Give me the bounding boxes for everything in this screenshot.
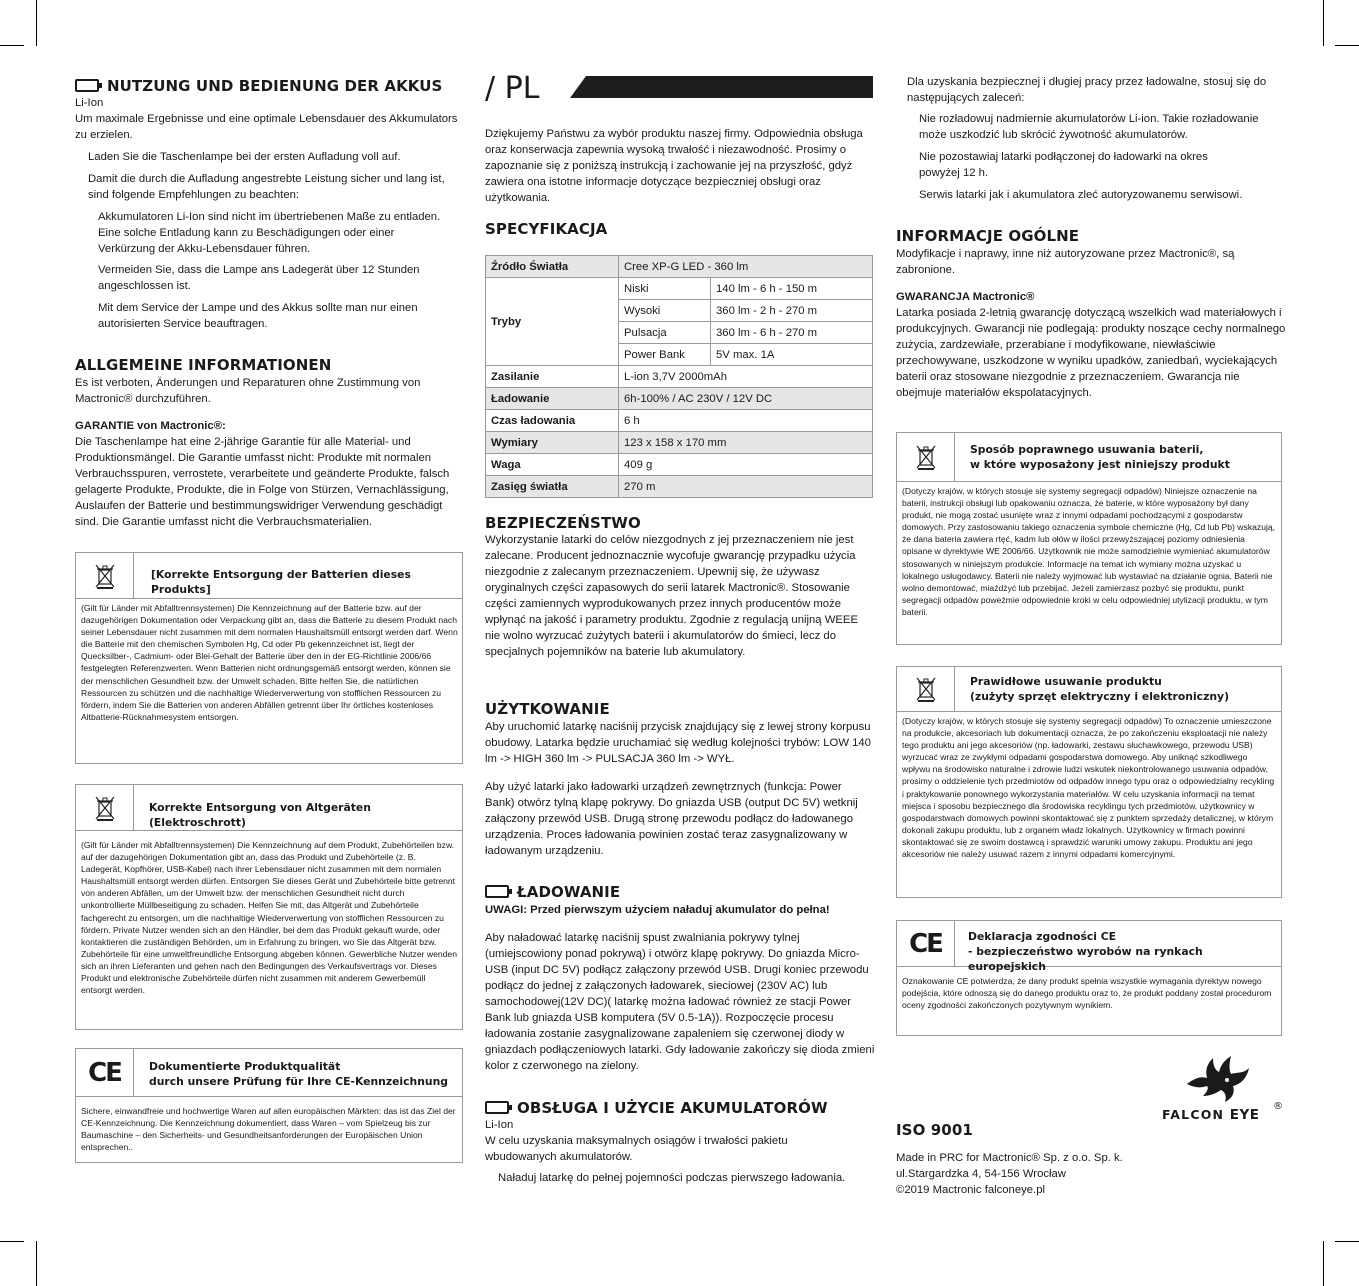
spec-value: 6h-100% / AC 230V / 12V DC [619, 388, 873, 410]
box-title: Deklaracja zgodności CE - bezpieczeństwo wyrobów na rynkach europejskich [968, 930, 1203, 973]
iso-label: ISO 9001 [896, 1121, 973, 1139]
pl-general-heading: INFORMACJE OGÓLNE [896, 227, 1080, 245]
de-akku-item: Akkumulatoren Li-Ion sind nicht im übertriebenen Maße zu entladen. Eine solche Entladung kann zu Beschädigungen oder einer Verkürzung der Akku-Lebensdauer führen. [98, 211, 441, 255]
de-akku-type: Li-Ion [75, 97, 104, 109]
spec-label: Tryby [486, 278, 619, 366]
de-ce-box [75, 1048, 463, 1163]
box-text: Oznakowanie CE potwierdza, że dany produkt spełnia wszystkie wymagania dyrektyw nowego podejścia, które odnoszą się do danego produktu oraz to, że produkt poddany został procedurom oceny zgodności zakończonych pozytywnym wynikiem. [902, 976, 1272, 1011]
pl-akku-heading: OBSŁUGA I UŻYCIE AKUMULATORÓW [485, 1099, 828, 1117]
spec-label: Źródło Światła [486, 256, 619, 278]
box-title: Prawidłowe usuwanie produktu (zużyty sprzęt elektryczny i elektroniczny) [970, 675, 1230, 703]
pl-charging-text: Aby naładować latarkę naciśnij spust zwalniania pokrywy tylnej (umiejscowiony ponad pokrywą) i otwórz klapę pokrywy. Do gniazda Micro-USB (input DC 5V) podłącz załączony przewód USB. Drugi koniec przewodu podłącz do jednej z załączonych ładowarek, sieciowej (230V AC) lub samochodowej(12V DC)( latarkę można ładować również ze stacji Power Bank lub gniazda USB komputera (5V 0.5-1A)). Rozpoczęcie procesu ładowania zostanie zasygnalizowane zapaleniem się czerwonej diody w gniazdach podłączeniowych latarki. Gdy ładowanie zakończy się dioda zmieni kolor z czerwonego na zielony. [485, 932, 875, 1072]
spec-label: Zasięg światła [486, 476, 619, 498]
de-battery-disposal-box [75, 552, 463, 764]
footer-line: ©2019 Mactronic falconeye.pl [896, 1184, 1045, 1196]
pl-general-text: Modyfikacje i naprawy, inne niż autoryzowane przez Mactronic®, są zabronione. [896, 248, 1235, 276]
box-title: Korrekte Entsorgung von Altgeräten (Elektroschrott) [149, 801, 371, 829]
table-row [486, 454, 873, 476]
pl-safety-heading: BEZPIECZEŃSTWO [485, 514, 641, 532]
de-akku-item: Damit die durch die Aufladung angestrebte Leistung sicher und lang ist, sind folgende Empfehlungen zu beachten: [88, 173, 445, 201]
battery-icon [75, 79, 99, 92]
pl-warranty-text: Latarka posiada 2-letnią gwarancję dotyczącą wszelkich wad materiałowych i produkcyjnych. Gwarancji nie podlegają: produkty noszące cechy normalnego zużycia, zardzewiałe, przerabiane i modyfikowane, niewłaściwie przechowywane, uszkodzone w wyniku upadków, zaniedbań, wyciekających baterii oraz stosowane niezgodnie z przeznaczeniem. Gwarancja nie obejmuje materiałów ekspolatacyjnych. [896, 307, 1286, 399]
spec-mode-value: 360 lm - 2 h - 270 m [711, 300, 873, 322]
spec-mode-value: 360 lm - 6 h - 270 m [711, 322, 873, 344]
crossed-bin-icon [897, 667, 955, 711]
de-weee-box [75, 784, 463, 1030]
de-akku-heading: NUTZUNG UND BEDIENUNG DER AKKUS [75, 77, 442, 95]
pl-charging-heading: ŁADOWANIE [485, 883, 620, 901]
box-title: [Korrekte Entsorgung der Batterien dieses Produkts] [151, 568, 411, 596]
battery-icon [485, 1101, 509, 1114]
spec-mode-name: Niski [619, 278, 711, 300]
falcon-logo-icon [1185, 1054, 1255, 1106]
pl-akku-cont-intro: Dla uzyskania bezpiecznej i długiej pracy przez ładowalne, stosuj się do następujących zaleceń: [907, 76, 1267, 104]
spec-mode-value: 140 lm - 6 h - 150 m [711, 278, 873, 300]
de-general-heading: ALLGEMEINE INFORMATIONEN [75, 356, 332, 374]
pl-akku-item: Nie rozładowuj nadmiernie akumulatorów Li-ion. Takie rozładowanie może uszkodzić lub skrócić żywotność akumulatorów. [919, 113, 1259, 141]
pl-title-bar [570, 76, 873, 98]
table-row [486, 388, 873, 410]
pl-language-title: / PL [485, 71, 540, 106]
box-text: (Dotyczy krajów, w których stosuje się systemy segregacji odpadów) To oznaczenie umieszczone na produkcie, akcesoriach lub dokumentacji oznacza, że po zakończeniu eksploatacji nie należy tego produktu ani jego akcesoriów (np. ładowarki, zestawu słuchawkowego, przewodu USB) wyrzucać wraz ze zwykłymi odpadami gospodarstwa domowego. Aby uniknąć szkodliwego wpływu na środowisko naturalne i zdrowie ludzi wskutek niekontrolowanego usuwania odpadów, prosimy o oddzielenie tych przedmiotów od odpadów innego typu oraz o odpowiedzialny recykling i praktykowanie ponownego wykorzystania materiałów. W celu uzyskania informacji na temat miejsca i sposobu bezpiecznego dla środowiska recyklingu tych przedmiotów, użytkownicy w gospodarstwach domowych powinni skontaktować się z punktem sprzedaży detalicznej, w którym dokonali zakupu produktu, lub z organem władz lokalnych. Użytkownicy w firmach powinni skontaktować się ze swoim dostawcą i sprawdzić warunki umowy zakupu. Produktu ani jego akcesoriów nie należy usuwać razem z innymi odpadami komercyjnymi. [902, 716, 1275, 860]
table-row [486, 366, 873, 388]
box-text: (Gilt für Länder mit Abfalltrennsystemen) Die Kennzeichnung auf der Batterie bzw. auf der dazugehörigen Dokumentation oder Verpackung gibt an, dass die Batterie zu diesem Produkt nach seiner Lebensdauer nicht zusammen mit dem normalen Haushaltsmüll entsorgt werden darf. Wenn die Batterie mit den chemischen Symbolen Hg, Cd oder Pb gekennzeichnet ist, liegt der Quecksilber-, Cadmium- oder Blei-Gehalt der Batterie über den in der EG-Richtlinie 2006/66 festgelegten Referenzwerten. Wenn Batterien nicht ordnungsgemäß entsorgt werden, können sie der menschlichen Gesundheit bzw. der Umwelt schaden. Bitte helfen Sie, die natürlichen Ressourcen zu schützen und die nachhaltige Wiederverwertung von stofflichen Ressourcen zu fördern, indem Sie die Batterien von anderen Abfällen getrennt über Ihr örtliches kostenloses Altbatterie-Rücknahmesystem entsorgen. [81, 603, 458, 722]
battery-icon [485, 885, 509, 898]
pl-akku-type: Li-Ion [485, 1119, 514, 1131]
pl-weee-box [896, 666, 1282, 898]
crop-mark [1323, 0, 1324, 46]
box-title: Dokumentierte Produktqualität durch unsere Prüfung für Ihre CE-Kennzeichnung [149, 1060, 449, 1088]
pl-usage-text: Aby uruchomić latarkę naciśnij przycisk znajdujący się z lewej strony korpusu obudowy. Latarka będzie uruchamiać się według kolejności trybów: LOW 140 lm -> HIGH 360 lm -> PULSACJA 360 lm -> WYŁ. [485, 721, 871, 765]
pl-akku-intro: W celu uzyskania maksymalnych osiągów i trwałości pakietu wbudowanych akumulatorów. [485, 1135, 788, 1163]
spec-value: 270 m [619, 476, 873, 498]
spec-value: 123 x 158 x 170 mm [619, 432, 873, 454]
box-title: Sposób poprawnego usuwania baterii, w które wyposażony jest niniejszy produkt [970, 443, 1230, 471]
de-warranty-title: GARANTIE von Mactronic®: [75, 420, 226, 432]
table-row [486, 256, 873, 278]
table-row [486, 476, 873, 498]
table-row [486, 410, 873, 432]
spec-value: Cree XP-G LED - 360 lm [619, 256, 873, 278]
table-row [486, 432, 873, 454]
spec-mode-name: Power Bank [619, 344, 711, 366]
spec-label: Ładowanie [486, 388, 619, 410]
spec-mode-value: 5V max. 1A [711, 344, 873, 366]
box-text: Sichere, einwandfreie und hochwertige Waren auf allen europäischen Märkten: das ist das Ziel der CE-Kennzeichnung. Die Kennzeichnung dokumentiert, dass Waren – vom Spielzeug bis zur Baumaschine – den Sicherheits- und Gesundheitsanforderungen der Europäischen Union entsprechen.. [81, 1106, 456, 1153]
spec-label: Waga [486, 454, 619, 476]
crossed-bin-icon [76, 553, 134, 598]
pl-akku-item: Serwis latarki jak i akumulatora zleć autoryzowanemu serwisowi. [919, 189, 1243, 201]
pl-intro: Dziękujemy Państwu za wybór produktu naszej firmy. Odpowiednia obsługa oraz konserwacja zapewnia wysoką trwałość i niezawodność. Prosimy o zapoznanie się z poniższą instrukcją i zachowanie jej na przyszłość, gdyż zawiera ona istotne informacje dotyczące bezpieczniej obsługi oraz użytkowania. [485, 128, 863, 204]
pl-akku-item: Naładuj latarkę do pełnej pojemności podczas pierwszego ładowania. [498, 1172, 846, 1184]
table-row [486, 278, 873, 300]
de-akku-intro: Um maximale Ergebnisse und eine optimale Lebensdauer des Akkumulators zu erzielen. [75, 113, 458, 141]
de-general-text: Es ist verboten, Änderungen und Reparaturen ohne Zustimmung von Mactronic® durchzuführen. [75, 377, 421, 405]
pl-warranty-title: GWARANCJA Mactronic® [896, 291, 1035, 303]
crop-mark [1335, 1241, 1359, 1242]
crop-mark [1323, 1241, 1324, 1286]
de-warranty-text: Die Taschenlampe hat eine 2-jährige Garantie für alle Material- und Produktionsmängel. Die Garantie umfasst nicht: Produkte mit normalen Verbrauchsspuren, verrostete, verarbeitete und geänderte Produkte, falsch gelagerte Produkte, Produkte, die in Folge von Stürzen, Vernachlässigung, Auslaufen der Batterie und bestimmungswidriger Verwendung geschädigt sind. Die Garantie umfasst nicht die Verbrauchsmaterialien. [75, 436, 450, 528]
pl-akku-item: Nie pozostawiaj latarki podłączonej do ładowarki na okres powyżej 12 h. [919, 151, 1208, 179]
pl-spec-heading: SPECYFIKACJA [485, 220, 608, 238]
crop-mark [1335, 45, 1359, 46]
box-text: (Gilt für Länder mit Abfalltrennsystemen) Die Kennzeichnung auf dem Produkt, Zubehörteilen bzw. auf der dazugehörigen Dokumentation gibt an, dass das Produkt und Zubehörteile (z. B. Ladegerät, Kopfhörer, USB-Kabel) nach ihrer Lebensdauer nicht zusammen mit dem normalen Haushaltsmüll entsorgt werden dürfen. Entsorgen Sie dieses Gerät und Zubehörteile bitte getrennt von anderen Abfällen, um der Umwelt bzw. der menschlichen Gesundheit nicht durch unkontrollierte Müllbeseitigung zu schaden. Helfen Sie mit, das Altgerät und Zubehörteile fachgerecht zu entsorgen, um die nachhaltige Wiederverwertung von stofflichen Ressourcen zu fördern. Private Nutzer wenden sich an den Händler, bei dem das Produkt gekauft wurde, oder kontaktieren die zuständigen Behörden, um in Erfahrung zu bringen, wo Sie das Altgerät bzw. Zubehörteile für eine umweltfreundliche Entsorgung abgeben können. Gewerbliche Nutzer wenden sich an ihren Lieferanten und gehen nach den Bedingungen des Verkaufsvertrags vor. Dieses Produkt und elektronische Zubehörteile dürfen nicht zusammen mit anderem Gewerbemüll entsorgt werden. [81, 840, 457, 996]
de-akku-item: Mit dem Service der Lampe und des Akkus sollte man nur einen autorisierten Service beauftragen. [98, 302, 418, 330]
de-akku-item: Vermeiden Sie, dass die Lampe ans Ladegerät über 12 Stunden angeschlossen ist. [98, 264, 420, 292]
crop-mark [36, 1241, 37, 1286]
crop-mark [0, 45, 24, 46]
pl-charging-warning: UWAGI: Przed pierwszym użyciem naładuj akumulator do pełna! [485, 904, 830, 916]
pl-usage-text: Aby użyć latarki jako ładowarki urządzeń zewnętrznych (funkcja: Power Bank) otwórz tylną klapę pokrywy. Do gniazda USB (output DC 5V) wetknij załączony przewód USB. Drugą stronę przewodu podłącz do ładowanego urządzenia. Proces ładowania powinien zostać teraz zasygnalizowany w ładowanym urządzeniu. [485, 781, 858, 857]
spec-label: Zasilanie [486, 366, 619, 388]
brand-name: FALCON EYE [1162, 1107, 1260, 1123]
spec-label: Czas ładowania [486, 410, 619, 432]
box-text: (Dotyczy krajów, w których stosuje się systemy segregacji odpadów) Niniejsze oznaczenie na baterii, instrukcji obsługi lub opakowaniu oznacza, że baterie, w które wyposażony był dany produkt, nie mogą zostać usunięte wraz z innymi odpadami pochodzącymi z gospodarstw domowych. Przy zastosowaniu takiego oznaczenia symbole chemiczne (Hg, Cd lub Pb) wskazują, że dana bateria zawiera rtęć, kadm lub ołów w ilości przewyższającej poziomy odniesienia opisane w dyrektywie WE 2006/66. Użytkownik nie może samodzielnie wymieniać akumulatorów stosowanych w niniejszym produkcie. Informacje na temat ich wymiany można uzyskać u lokalnego usługodawcy. Baterii nie należy wyjmować lub wystawiać na działanie ognia. Baterii nie wolno demontować, miażdżyć lub przebijać. Jeżeli zamierzasz pozbyć się produktu, punkt segregacji odpadów poweźmie odpowiednie kroki w celu odpowiedniej utylizacji produktu, w tym baterii. [902, 486, 1276, 617]
ce-mark-icon: CE [897, 921, 955, 966]
ce-mark-icon: CE [76, 1049, 134, 1096]
spec-value: 6 h [619, 410, 873, 432]
spec-table [485, 255, 873, 498]
crop-mark [36, 0, 37, 46]
de-akku-item: Laden Sie die Taschenlampe bei der ersten Aufladung voll auf. [88, 151, 401, 163]
crop-mark [0, 1241, 24, 1242]
footer-line: ul.Stargardzka 4, 54-156 Wrocław [896, 1168, 1066, 1180]
spec-value: 409 g [619, 454, 873, 476]
spec-value: L-ion 3,7V 2000mAh [619, 366, 873, 388]
footer-line: Made in PRC for Mactronic® Sp. z o.o. Sp. k. [896, 1152, 1123, 1164]
crossed-bin-icon [897, 433, 955, 481]
pl-ce-box [896, 920, 1282, 1036]
spec-mode-name: Pulsacja [619, 322, 711, 344]
pl-usage-heading: UŻYTKOWANIE [485, 700, 610, 718]
crossed-bin-icon [76, 785, 134, 830]
pl-safety-text: Wykorzystanie latarki do celów niezgodnych z jej przeznaczeniem nie jest zalecane. Producent jednoznacznie wycofuje gwarancję przypadku użycia niezgodnie z zalecanym przeznaczeniem. Upewnij się, że używasz oryginalnych części zapasowych do serii latarek Mactronic®. Stosowanie części zamiennych wyprodukowanych przez innych producentów może wpłynąć na jakość i parametry produktu. Zgodnie z regulacją unijną WEEE nie wolno wyrzucać zużytych baterii i akumulatorów do śmieci, lecz do specjalnych pojemników na baterie lub akumulatory. [485, 534, 858, 658]
spec-label: Wymiary [486, 432, 619, 454]
brand-registered: ® [1273, 1101, 1283, 1112]
spec-mode-name: Wysoki [619, 300, 711, 322]
pl-battery-disposal-box [896, 432, 1282, 645]
